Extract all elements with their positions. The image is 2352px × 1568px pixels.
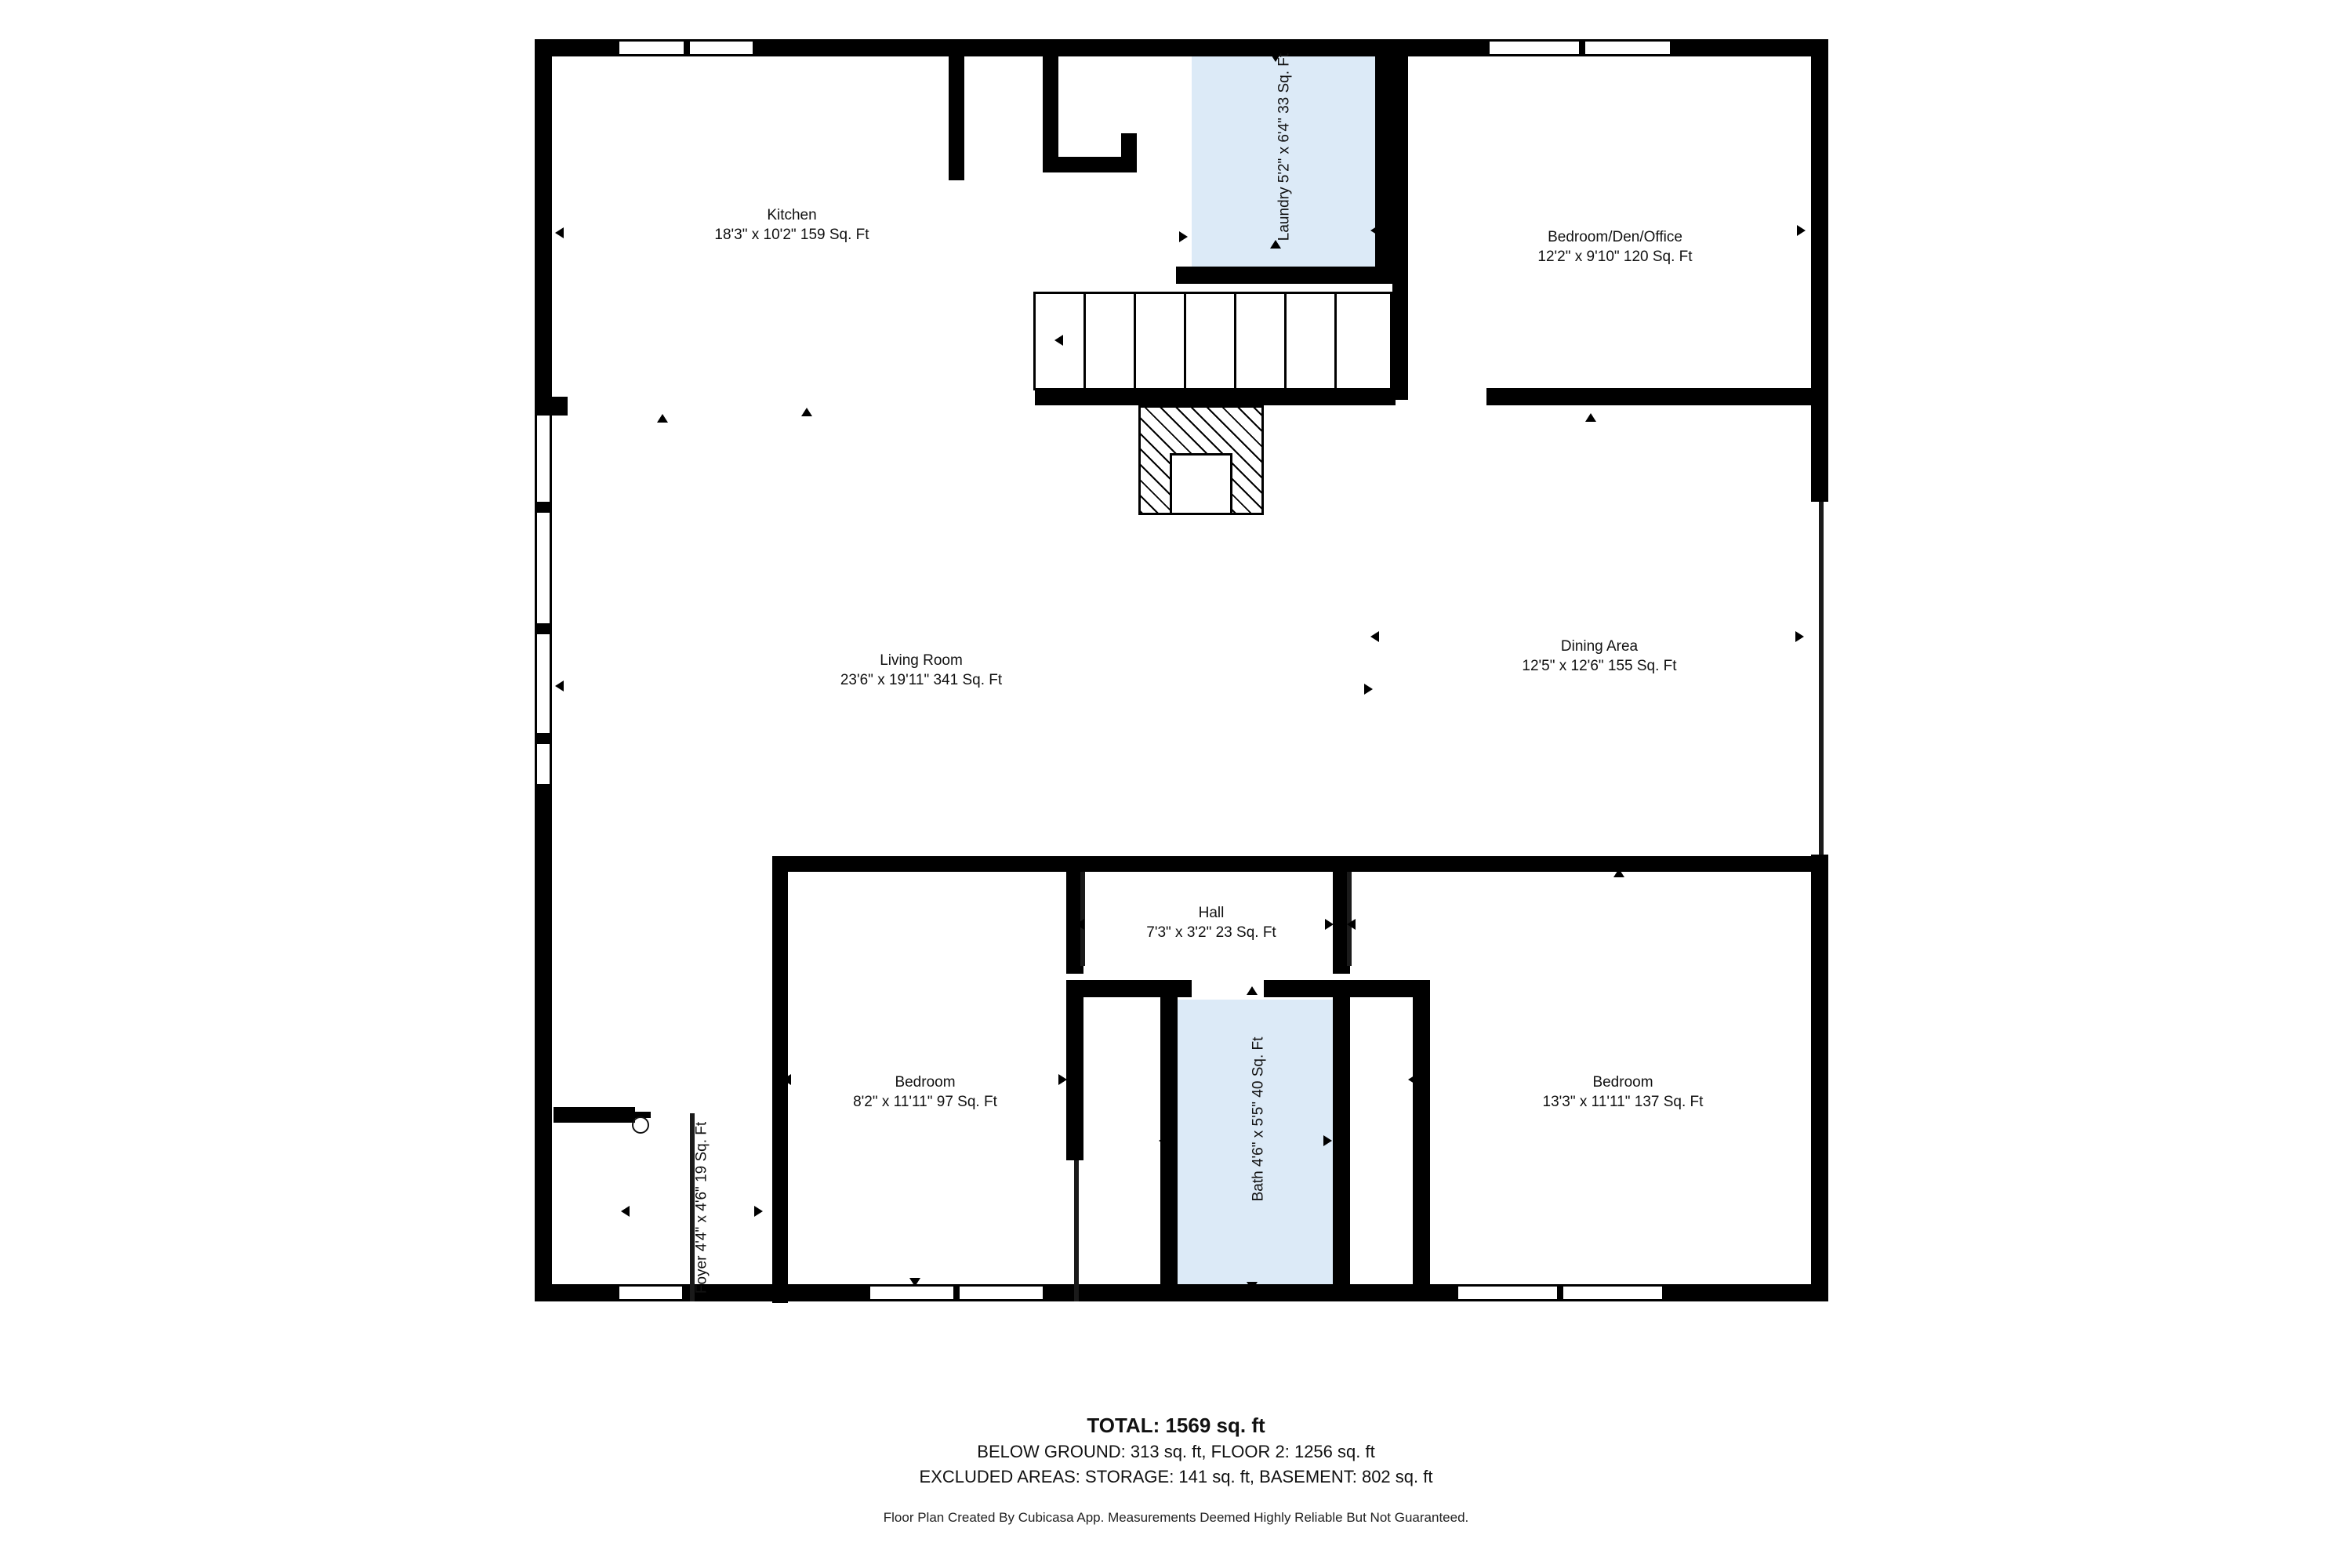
interior-wall-bedroom-right-bottom-stub xyxy=(1413,1239,1430,1301)
area-summary xyxy=(0,1411,2352,1529)
opening-arrow-foyer-left xyxy=(621,1206,630,1217)
window-mullion xyxy=(1557,1284,1563,1301)
excluded-areas: EXCLUDED AREAS: STORAGE: 141 sq. ft, BASEMENT: 802 sq. ft xyxy=(919,1467,1433,1486)
exterior-wall-lower-left xyxy=(535,862,552,1301)
room-label-bedroom-right xyxy=(1474,1073,1772,1112)
foyer-door-swing xyxy=(632,1116,649,1134)
interior-wall-bath-right xyxy=(1333,980,1350,1301)
interior-wall-laundry-left-2 xyxy=(1121,133,1137,172)
stair-step xyxy=(1334,294,1337,388)
room-dimensions: 13'3" x 11'11" 137 Sq. Ft xyxy=(1542,1094,1704,1110)
stair-landing-opening xyxy=(1170,453,1232,515)
room-dimensions: 4'4" x 4'6" 19 Sq. Ft xyxy=(693,1121,710,1252)
stair-direction-arrow xyxy=(1054,335,1063,346)
opening-arrow-bedroom-left-right xyxy=(1058,1074,1067,1085)
room-name: Hall xyxy=(1198,905,1225,921)
wall-left-window-mullion-2 xyxy=(535,623,552,634)
room-label-living-room xyxy=(780,651,1062,690)
room-label-dining-area xyxy=(1450,637,1748,676)
window-mullion xyxy=(953,1284,960,1301)
room-name: Bath xyxy=(1250,1171,1267,1202)
interior-wall-laundry-left xyxy=(1043,39,1058,172)
interior-wall-laundry-bottom xyxy=(1176,267,1392,284)
room-name: Kitchen xyxy=(767,207,817,223)
room-label-hall xyxy=(1113,903,1309,942)
window-mullion xyxy=(1579,39,1585,56)
opening-arrow-den-bottom xyxy=(1585,392,1596,401)
room-label-bedroom-den-office xyxy=(1458,227,1772,267)
room-label-laundry xyxy=(1275,30,1294,265)
opening-arrow-bath-left xyxy=(1159,1135,1167,1146)
room-dimensions: 23'6" x 19'11" 341 Sq. Ft xyxy=(840,672,1003,688)
room-label-bedroom-left xyxy=(792,1073,1058,1112)
opening-arrow-hall-left xyxy=(1076,919,1084,930)
interior-wall-den-left xyxy=(1392,39,1408,400)
exterior-wall-left-mid xyxy=(535,784,552,862)
stair-step xyxy=(1134,294,1136,388)
opening-arrow-bath-bottom xyxy=(1247,1282,1258,1290)
stair-step xyxy=(1234,294,1236,388)
interior-wall-bedroom-right-left xyxy=(1413,980,1430,1254)
exterior-wall-right-upper xyxy=(1811,39,1828,502)
room-dimensions: 12'5" x 12'6" 155 Sq. Ft xyxy=(1522,658,1677,674)
opening-arrow-dining-right xyxy=(1795,631,1804,642)
stair-step xyxy=(1284,294,1287,388)
interior-wall-bedroom-block-top xyxy=(772,856,1828,872)
window-mullion xyxy=(684,39,690,56)
interior-wall-den-bottom-left xyxy=(1035,388,1396,405)
opening-arrow-bedroom-right-top xyxy=(1592,859,1602,868)
interior-wall-bedroom-left-right xyxy=(1066,1035,1083,1160)
room-name: Bedroom/Den/Office xyxy=(1548,229,1682,245)
opening-arrow-living-window-left xyxy=(555,681,564,691)
room-name: Dining Area xyxy=(1560,638,1639,655)
exterior-wall-right-dining xyxy=(1819,502,1824,855)
room-dimensions: 18'3" x 10'2" 159 Sq. Ft xyxy=(714,227,869,243)
opening-arrow-living-top-right xyxy=(1585,413,1596,422)
wall-left-window-mullion-1 xyxy=(535,502,552,513)
opening-arrow-hall-right xyxy=(1325,919,1334,930)
opening-arrow-den-right xyxy=(1797,225,1806,236)
opening-arrow-bedroom-right-left xyxy=(1408,1074,1417,1085)
opening-arrow-kitchen-left xyxy=(555,227,564,238)
exterior-wall-left-upper xyxy=(535,39,552,416)
opening-arrow-bath-right xyxy=(1323,1135,1332,1146)
opening-arrow-bedroom-right-top-2 xyxy=(1613,869,1624,877)
interior-wall-kitchen-right xyxy=(949,39,964,180)
opening-arrow-foyer-right xyxy=(754,1206,763,1217)
opening-arrow-living-left xyxy=(657,414,668,423)
opening-arrow-den-left xyxy=(1370,225,1379,236)
window-left-vertical xyxy=(535,416,552,784)
opening-arrow-bedroom-left-bottom xyxy=(909,1278,920,1287)
opening-arrow-hall-right-2 xyxy=(1347,919,1356,930)
room-dimensions: 5'2" x 6'4" 33 Sq. Ft xyxy=(1276,53,1293,183)
creator-credit: Floor Plan Created By Cubicasa App. Measurements Deemed Highly Reliable But Not Guaranteed. xyxy=(883,1510,1469,1525)
opening-arrow-bedroom-left-left xyxy=(782,1074,791,1085)
interior-wall-laundry-right xyxy=(1375,39,1392,282)
interior-wall-bedroom-left-thin xyxy=(1074,1160,1079,1301)
room-dimensions: 8'2" x 11'11" 97 Sq. Ft xyxy=(853,1094,997,1110)
stair-step xyxy=(1184,294,1186,388)
room-label-foyer xyxy=(692,1110,712,1306)
opening-arrow-dining-left xyxy=(1370,631,1379,642)
room-dimensions: 7'3" x 3'2" 23 Sq. Ft xyxy=(1146,924,1276,941)
opening-arrow-dining-left-2 xyxy=(1364,684,1373,695)
opening-arrow-bath-top xyxy=(1247,986,1258,995)
foyer-wall-top xyxy=(554,1107,635,1123)
area-breakdown: BELOW GROUND: 313 sq. ft, FLOOR 2: 1256 sq. ft xyxy=(977,1442,1375,1461)
room-name: Foyer xyxy=(693,1255,710,1294)
room-name: Bedroom xyxy=(895,1074,956,1091)
exterior-wall-left-upper-2 xyxy=(535,397,568,416)
room-name: Living Room xyxy=(880,652,963,669)
room-label-bath xyxy=(1249,1014,1269,1225)
opening-arrow-hall-top xyxy=(1207,859,1218,868)
wall-left-window-mullion-3 xyxy=(535,733,552,744)
stair-step xyxy=(1083,294,1086,388)
interior-wall-den-bottom xyxy=(1486,388,1828,405)
room-dimensions: 12'2" x 9'10" 120 Sq. Ft xyxy=(1537,249,1693,265)
total-area: TOTAL: 1569 sq. ft xyxy=(1087,1414,1265,1437)
room-name: Laundry xyxy=(1276,187,1293,241)
exterior-wall-right-lower xyxy=(1811,855,1828,1301)
staircase xyxy=(1033,292,1392,390)
opening-arrow-living-mid xyxy=(801,408,812,416)
room-name: Bedroom xyxy=(1592,1074,1653,1091)
window-foyer-door xyxy=(619,1284,682,1301)
room-label-kitchen xyxy=(651,205,933,245)
room-dimensions: 4'6" x 5'5" 40 Sq. Ft xyxy=(1250,1036,1267,1167)
opening-arrow-laundry-left xyxy=(1179,231,1188,242)
